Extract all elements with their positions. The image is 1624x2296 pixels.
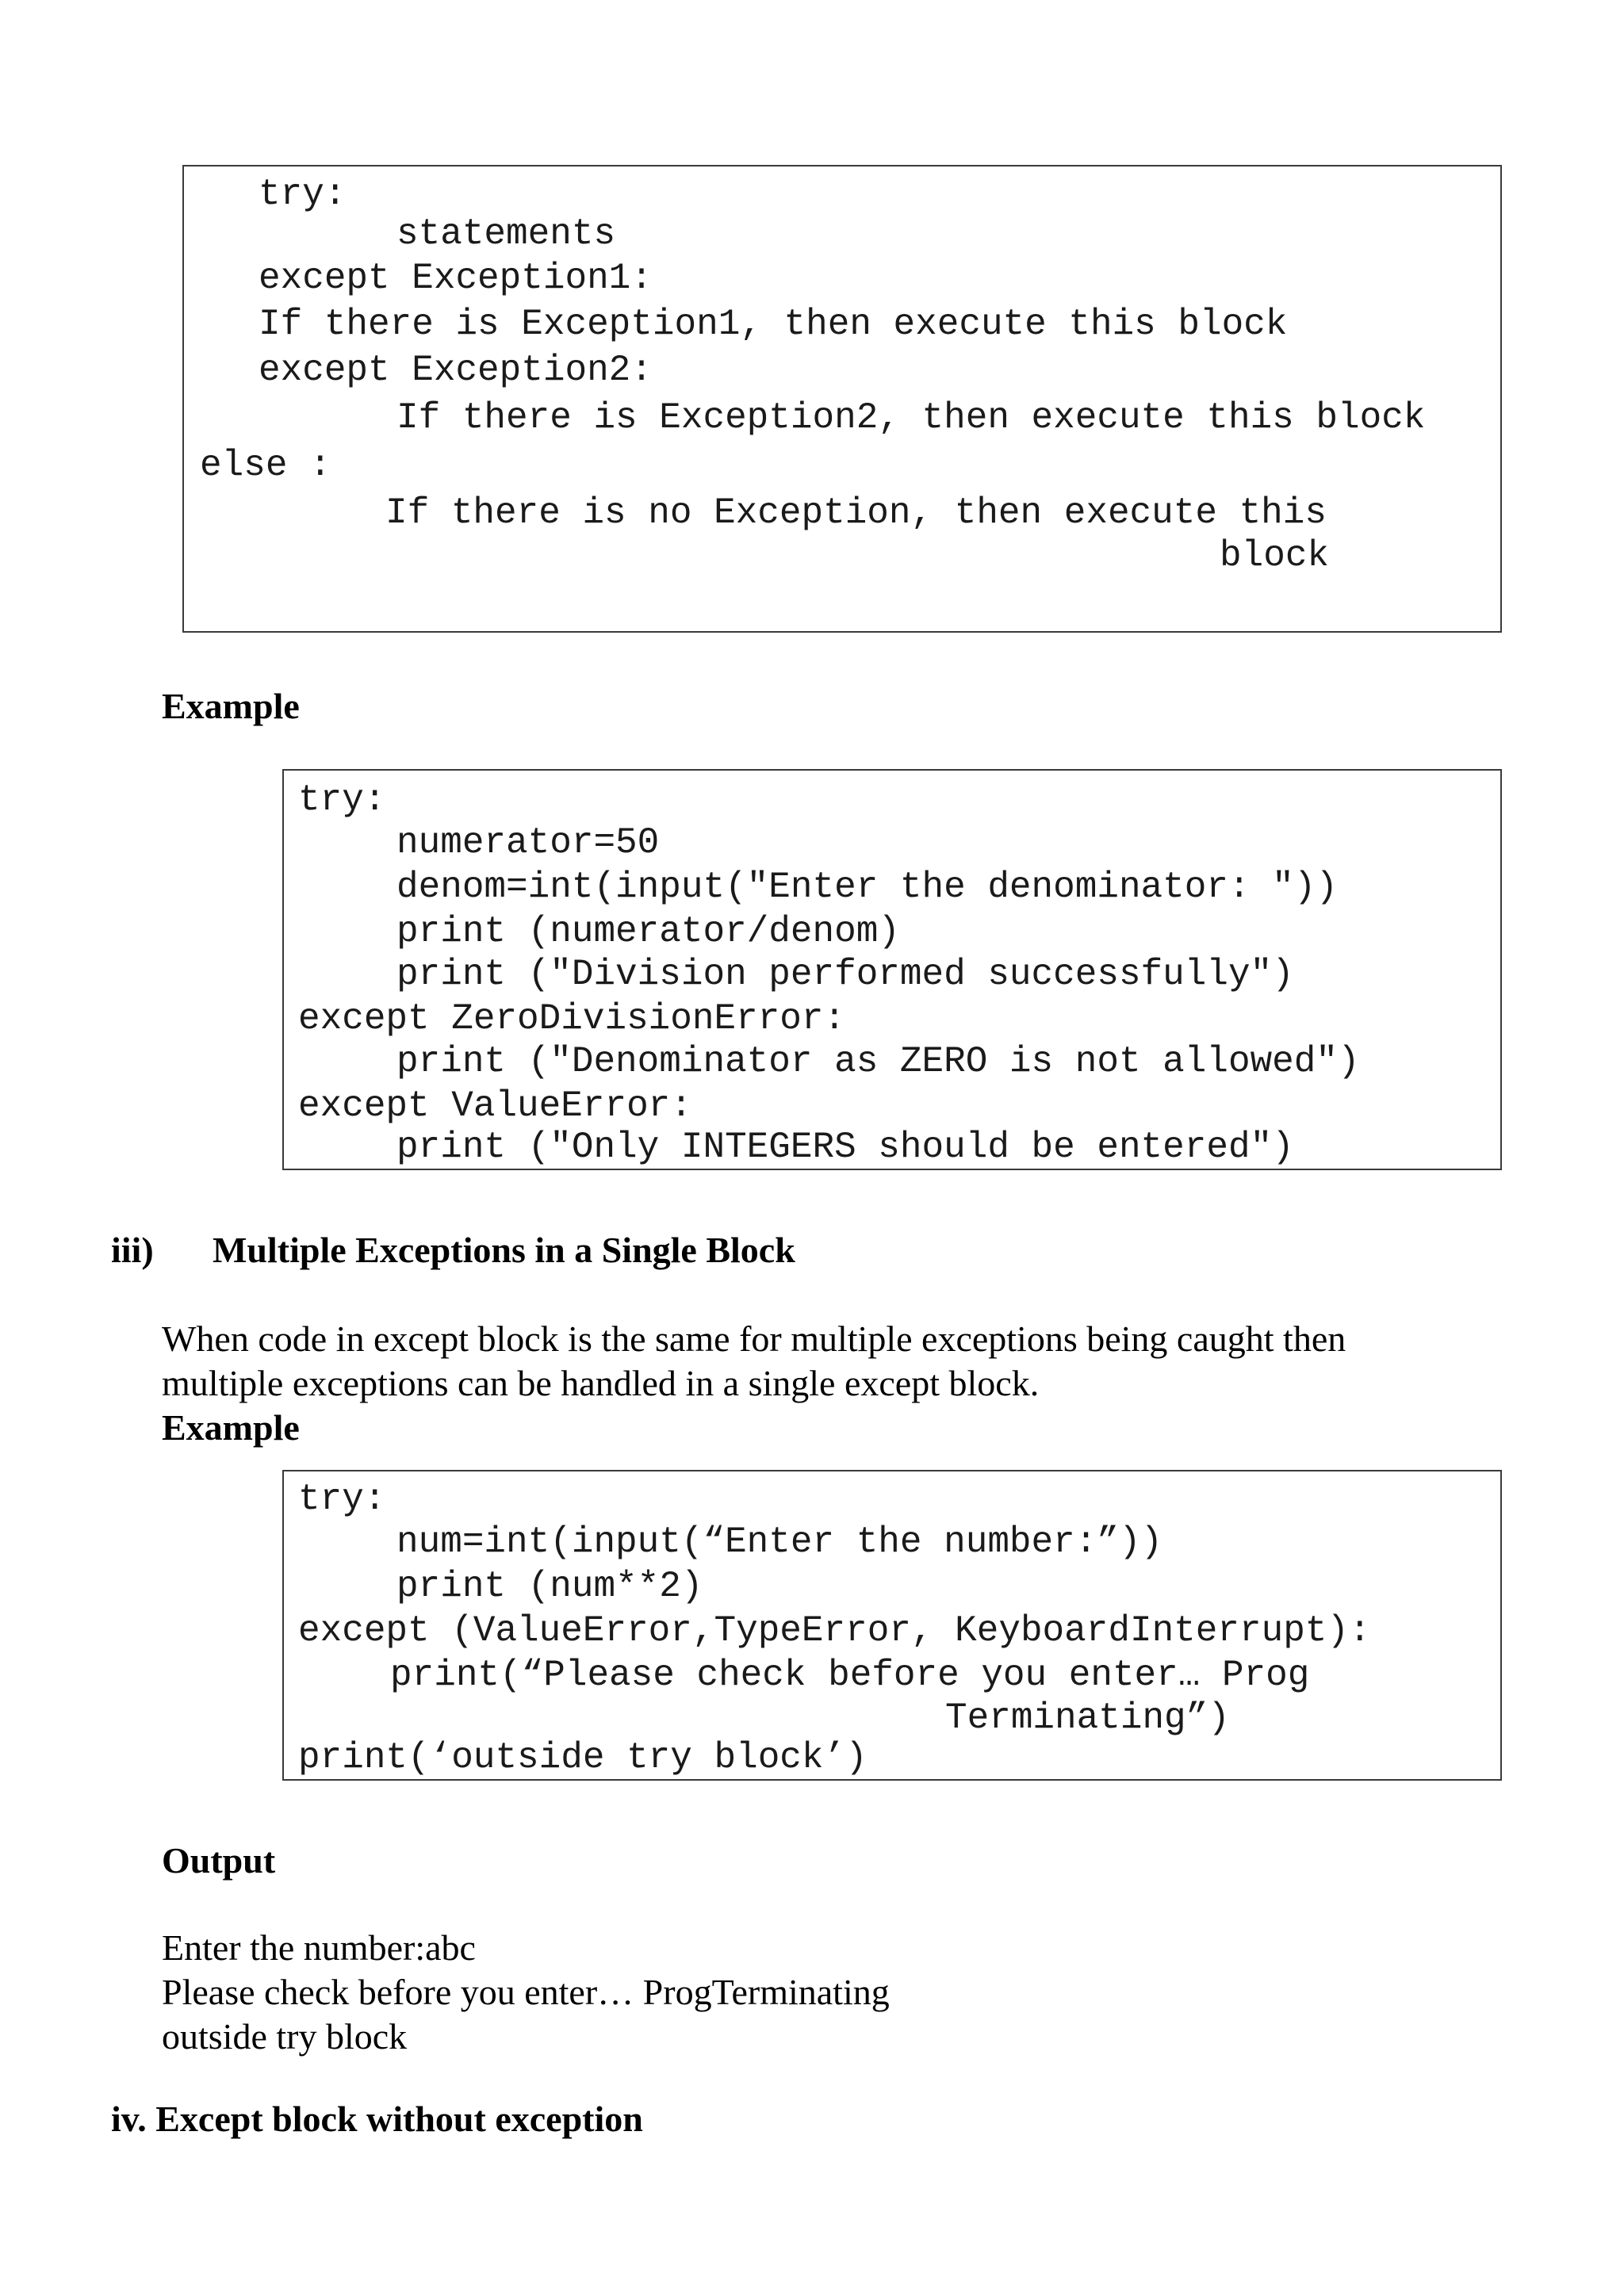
code-line: numerator=50: [396, 822, 660, 863]
output-line: Enter the number:abc: [162, 1927, 476, 1968]
code-line: If there is no Exception, then execute this: [385, 492, 1327, 534]
code-line: Terminating”): [945, 1697, 1230, 1739]
code-line: print ("Denominator as ZERO is not allowed"): [396, 1041, 1360, 1082]
output-heading: Output: [162, 1840, 276, 1881]
example-heading: Example: [162, 686, 300, 726]
code-line: print (numerator/denom): [396, 911, 900, 952]
code-line: print ("Only INTEGERS should be entered"): [396, 1127, 1294, 1168]
code-line: num=int(input(“Enter the number:”)): [396, 1521, 1163, 1563]
section-title: Multiple Exceptions in a Single Block: [213, 1230, 795, 1270]
code-line: block: [1220, 535, 1330, 576]
code-line: except Exception1:: [259, 258, 653, 299]
example-heading: Example: [162, 1407, 300, 1448]
code-line: except ValueError:: [298, 1085, 692, 1127]
code-line: try:: [298, 1479, 386, 1520]
code-line: else :: [200, 445, 331, 486]
code-line: print ("Division performed successfully"): [396, 954, 1294, 995]
paragraph-line: When code in except block is the same for multiple exceptions being caught then: [162, 1318, 1346, 1359]
section-title: iv. Except block without exception: [111, 2099, 643, 2139]
paragraph-line: multiple exceptions can be handled in a single except block.: [162, 1363, 1040, 1403]
code-line: denom=int(input("Enter the denominator: ")): [396, 867, 1338, 908]
code-line: print (num**2): [396, 1566, 703, 1607]
code-line: try:: [259, 174, 347, 215]
code-line: print(“Please check before you enter… Prog: [390, 1655, 1310, 1696]
code-line: except (ValueError,TypeError, KeyboardInterrupt):: [298, 1610, 1371, 1651]
code-line: except ZeroDivisionError:: [298, 998, 846, 1039]
section-number: iii): [111, 1230, 154, 1270]
example1-code-box: [282, 769, 1502, 1170]
code-line: except Exception2:: [259, 350, 653, 391]
code-line: print(‘outside try block’): [298, 1737, 868, 1778]
output-line: Please check before you enter… ProgTerminating: [162, 1972, 890, 2012]
code-line: If there is Exception1, then execute this block: [259, 304, 1288, 345]
example2-code-box: [282, 1470, 1502, 1781]
syntax-code-box: [182, 165, 1502, 633]
output-line: outside try block: [162, 2016, 408, 2057]
code-line: try:: [298, 779, 386, 821]
code-line: If there is Exception2, then execute this block: [396, 397, 1426, 438]
code-line: statements: [396, 213, 616, 254]
